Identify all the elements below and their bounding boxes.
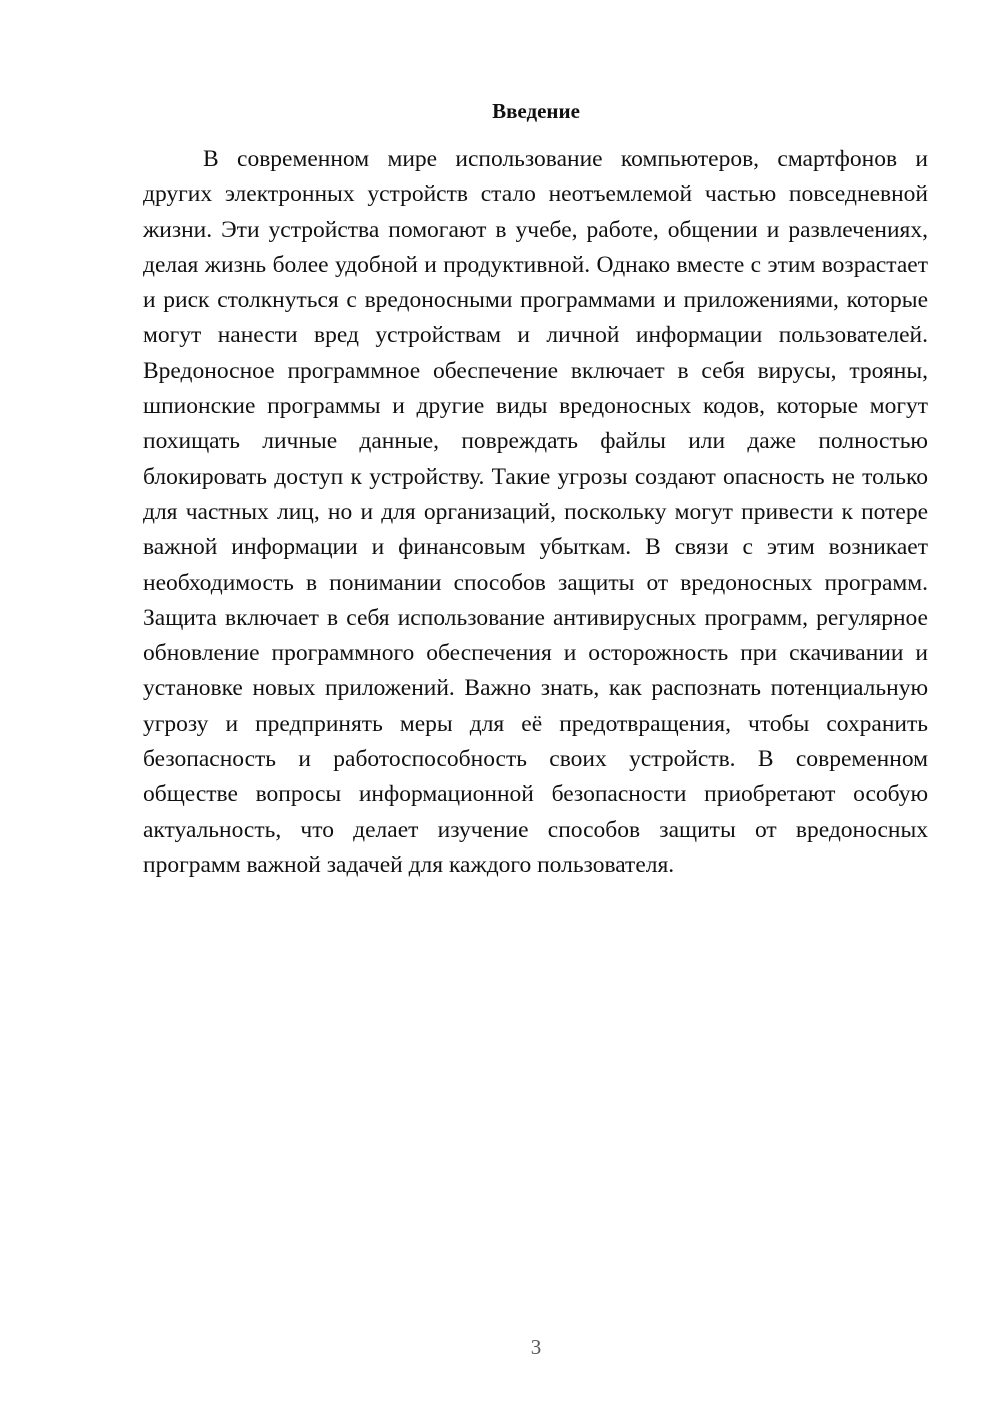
section-title: Введение — [492, 99, 580, 123]
intro-paragraph: В современном мире использование компьютеров, смартфонов и других электронных устройств стало неотъемлемой частью повседневной жизни. Эти устройства помогают в учебе, работе, общении и развлечениях, делая жизнь более удобной и продуктивной. Однако вместе с этим возрастает и риск столкнуться с вредоносными программами и приложениями, которые могут нанести вред устройствам и личной информации пользователей. Вредоносное программное обеспечение включает в себя вирусы, трояны, шпионские программы и другие виды вредоносных кодов, которые могут похищать личные данные, повреждать файлы или даже полностью блокировать доступ к устройству. Такие угрозы создают опасность не только для частных лиц, но и для организаций, поскольку могут привести к потере важной информации и финансовым убыткам. В связи с этим возникает необходимость в понимании способов защиты от вредоносных программ. Защита включает в себя использование антивирусных программ, регулярное обновление программного обеспечения и осторожность при скачивании и установке новых приложений. Важно знать, как распознать потенциальную угрозу и предпринять меры для её предотвращения, чтобы сохранить безопасность и работоспособность своих устройств. В современном обществе вопросы информационной безопасности приобретают особую актуальность, что делает изучение способов защиты от вредоносных программ важной задачей для каждого пользователя. — [143, 146, 928, 878]
page-number: 3 — [530, 1335, 542, 1359]
